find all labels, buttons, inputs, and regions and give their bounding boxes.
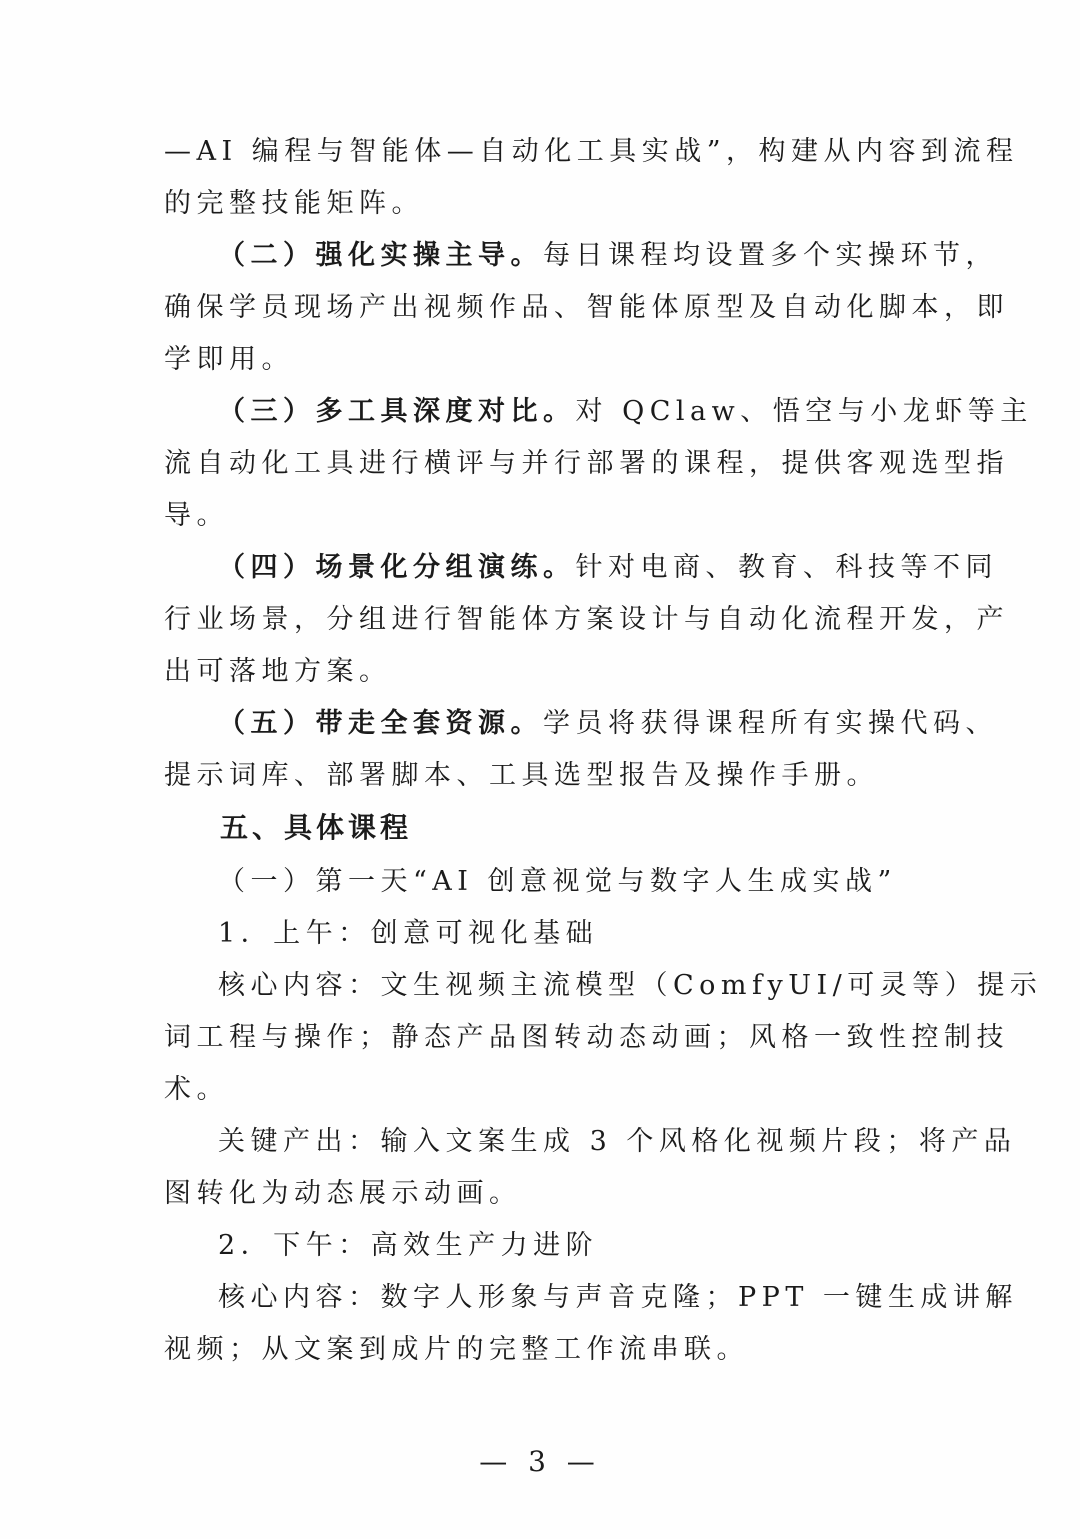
point-label: （四）场景化分组演练。: [218, 552, 576, 583]
morning-title: 1．上午：创意可视化基础: [218, 918, 599, 949]
point-four: [218, 550, 998, 586]
point-five: [218, 706, 998, 742]
body-line: 行业场景，分组进行智能体方案设计与自动化流程开发，产: [164, 604, 1009, 635]
point-text: 每日课程均设置多个实操环节，: [543, 240, 998, 271]
body-line: 确保学员现场产出视频作品、智能体原型及自动化脚本，即: [164, 292, 1009, 323]
afternoon-title: 2．下午：高效生产力进阶: [218, 1230, 599, 1261]
body-line: 学即用。: [164, 344, 294, 375]
afternoon-core: 核心内容：数字人形象与声音克隆；PPT 一键生成讲解: [218, 1282, 1018, 1313]
page-number: — 3 —: [479, 1445, 601, 1478]
body-line: 出可落地方案。: [164, 656, 392, 687]
body-line: 视频；从文案到成片的完整工作流串联。: [164, 1334, 749, 1365]
section-heading: 五、具体课程: [220, 811, 413, 844]
point-text: 针对电商、教育、科技等不同: [575, 552, 998, 583]
day1-title: （一）第一天“AI 创意视觉与数字人生成实战”: [218, 866, 897, 897]
body-line: 的完整技能矩阵。: [164, 188, 424, 219]
morning-core: 核心内容：文生视频主流模型（ComfyUI/可灵等）提示: [218, 970, 1043, 1001]
point-text: 对 QClaw、悟空与小龙虾等主: [575, 396, 1033, 427]
point-label: （二）强化实操主导。: [218, 240, 543, 271]
point-two: [218, 238, 998, 274]
point-label: （三）多工具深度对比。: [218, 396, 576, 427]
body-line: 词工程与操作；静态产品图转动态动画；风格一致性控制技: [164, 1022, 1009, 1053]
body-line: 术。: [164, 1074, 229, 1105]
point-three: [218, 394, 1033, 430]
body-line: 流自动化工具进行横评与并行部署的课程，提供客观选型指: [164, 448, 1009, 479]
body-line: 提示词库、部署脚本、工具选型报告及操作手册。: [164, 760, 879, 791]
morning-output: 关键产出：输入文案生成 3 个风格化视频片段；将产品: [218, 1126, 1017, 1157]
body-line: 图转化为动态展示动画。: [164, 1178, 522, 1209]
point-label: （五）带走全套资源。: [218, 708, 543, 739]
body-line: —AI 编程与智能体—自动化工具实战”，构建从内容到流程: [164, 136, 1019, 167]
body-line: 导。: [164, 500, 229, 531]
point-text: 学员将获得课程所有实操代码、: [543, 708, 998, 739]
